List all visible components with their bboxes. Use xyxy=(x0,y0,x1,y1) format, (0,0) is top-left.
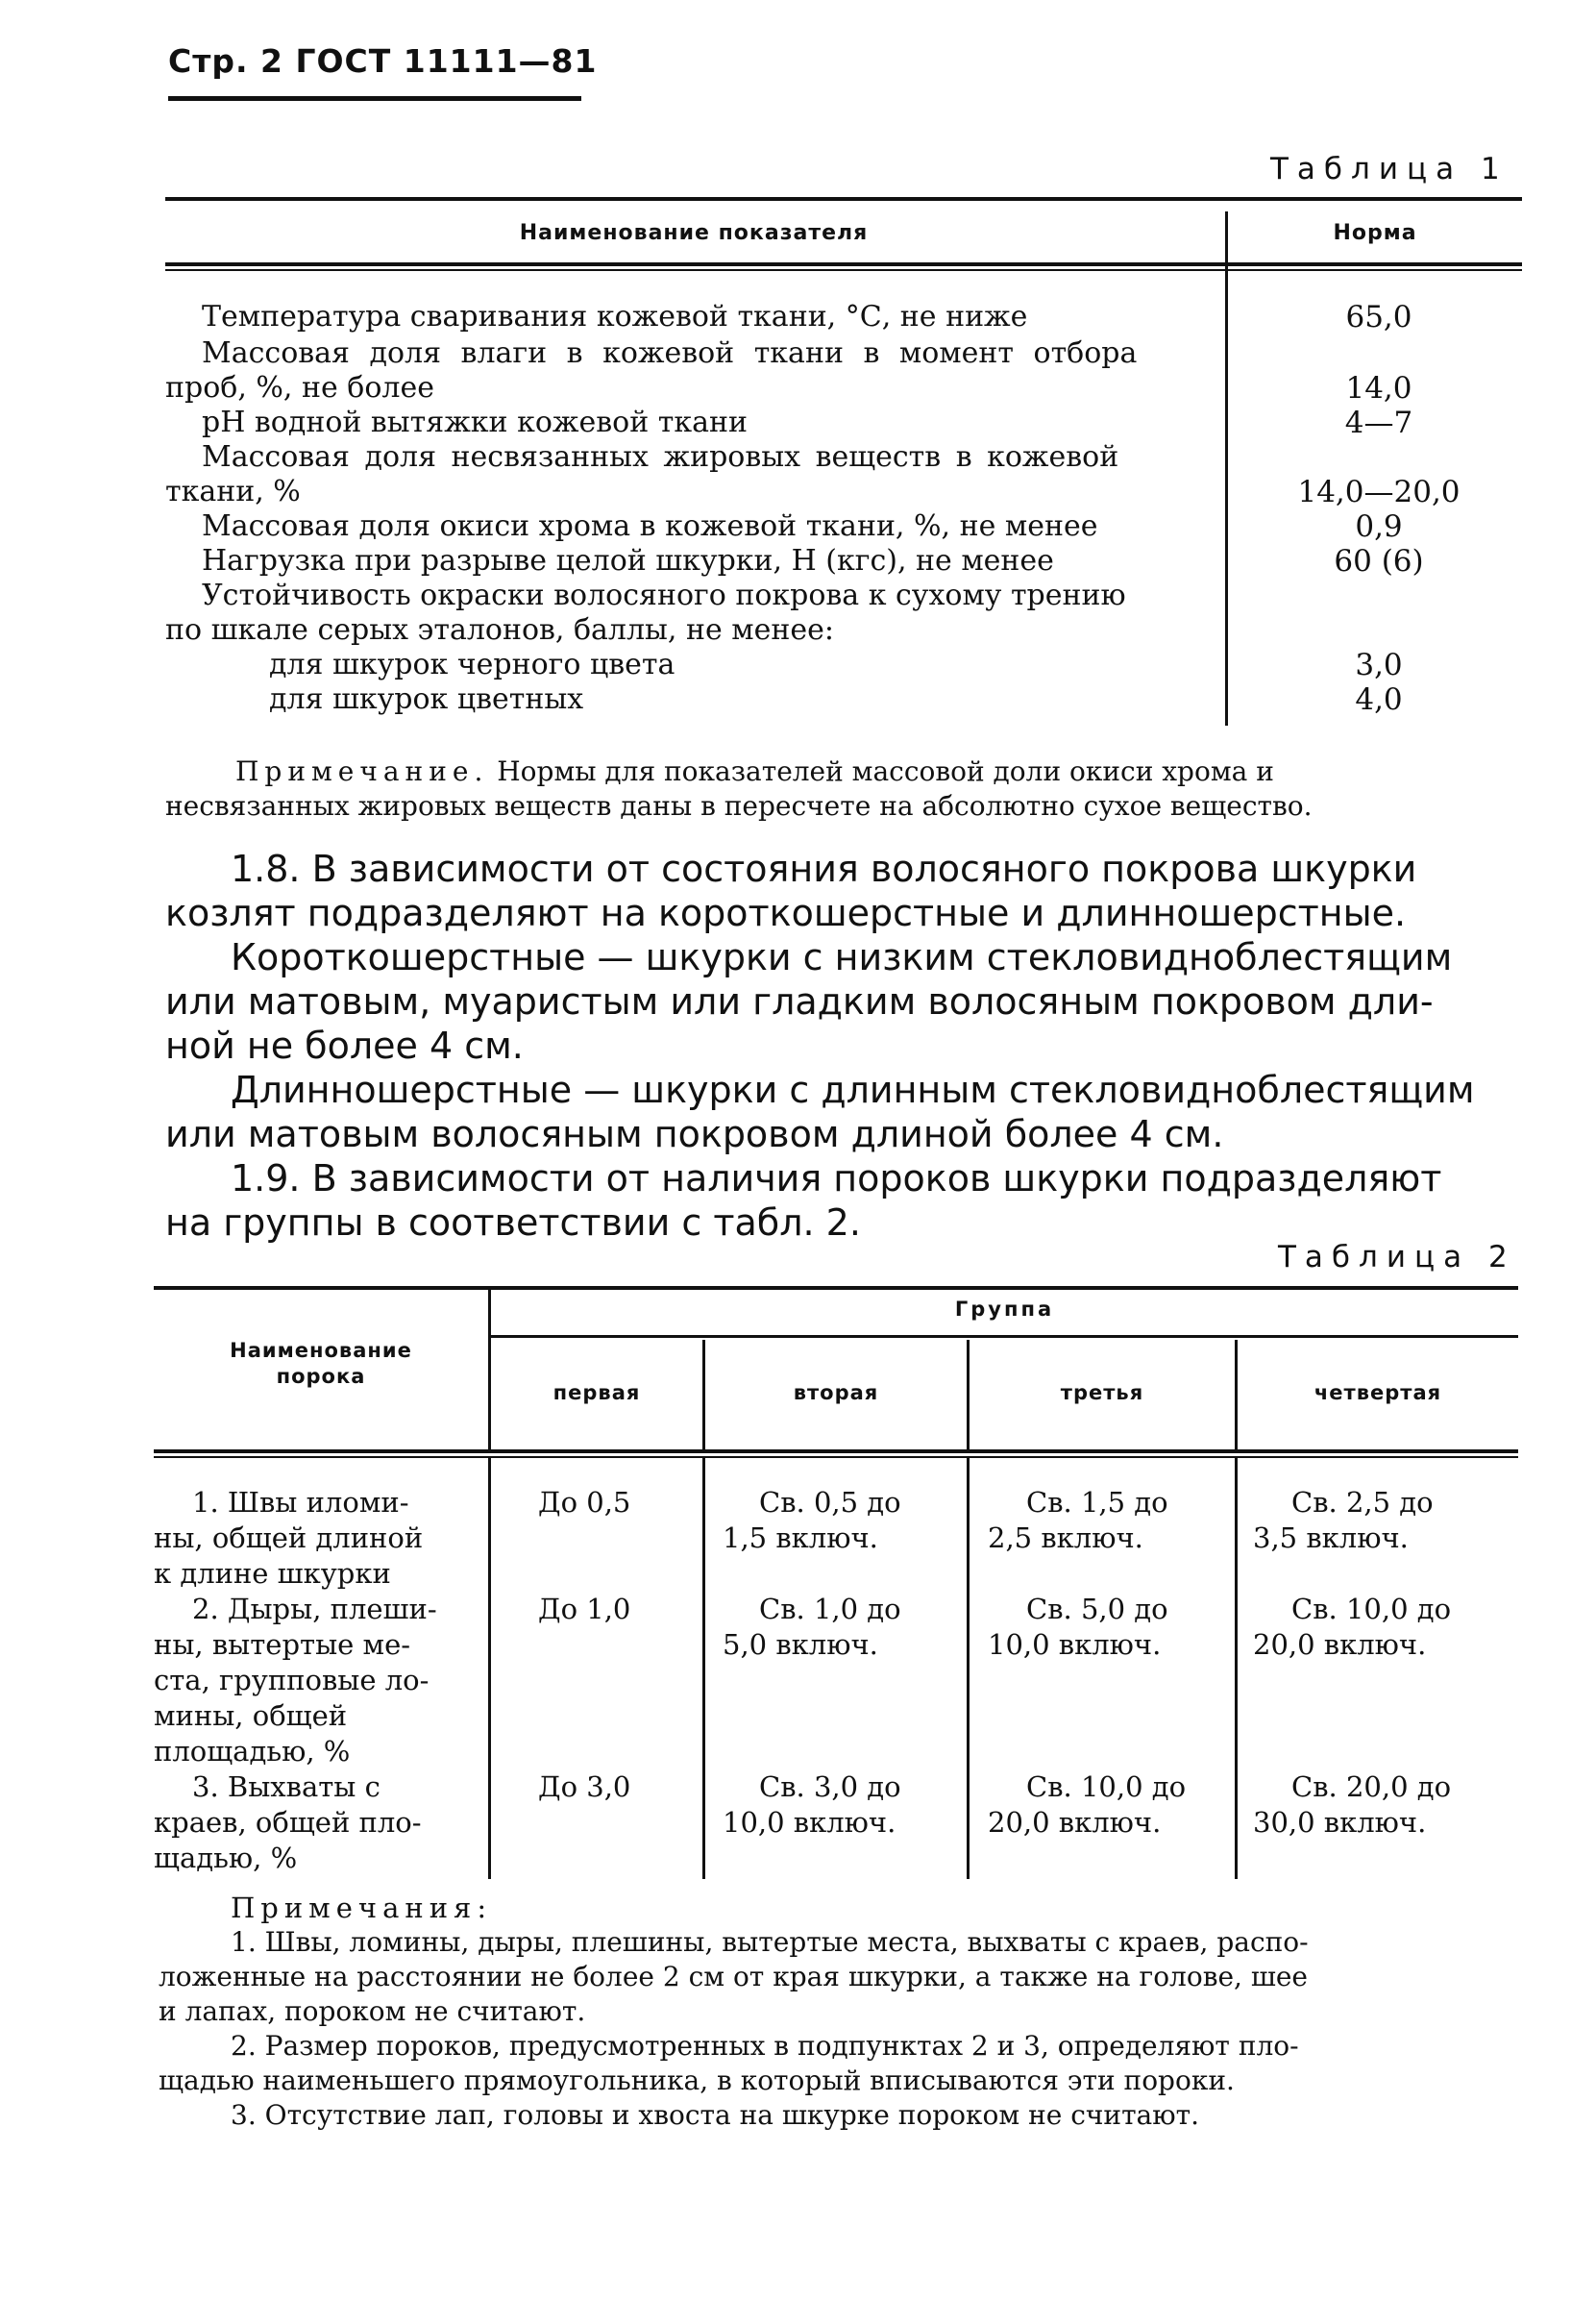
table1-header-rule xyxy=(165,262,1522,266)
table1-value-6: 60 (6) xyxy=(1334,544,1424,579)
para-long-hair: Длинношерстные — шкурки с длинным стекловидноблестящим xyxy=(231,1069,1475,1111)
para-short-hair-end: ной не более 4 см. xyxy=(165,1025,524,1067)
table2-notes-label: Примечания: xyxy=(231,1892,493,1924)
table2-group-4: четвертая xyxy=(1314,1381,1442,1404)
table2-row1-g2-1: Св. 0,5 до xyxy=(759,1486,901,1519)
table1-caption: Таблица 1 xyxy=(1270,152,1509,186)
table2-row2-g4-1: Св. 10,0 до xyxy=(1291,1593,1452,1625)
table1-row-1: Температура сваривания кожевой ткани, °С, не ниже xyxy=(202,300,1028,334)
table2-row1-g4-2: 3,5 включ. xyxy=(1253,1521,1409,1554)
table1-value-5: 0,9 xyxy=(1355,509,1403,544)
header-rule xyxy=(168,96,581,101)
para-1-9-cont: на группы в соответствии с табл. 2. xyxy=(165,1201,861,1244)
table1-column-divider xyxy=(1225,211,1228,726)
table2-row3-g4-1: Св. 20,0 до xyxy=(1291,1770,1452,1803)
table1-row-4: Массовая доля несвязанных жировых веществ в кожевой xyxy=(202,440,1119,474)
table1-note xyxy=(235,755,1274,788)
table2-row2-g1: До 1,0 xyxy=(538,1593,631,1625)
table2-row2-g2-2: 5,0 включ. xyxy=(723,1628,878,1661)
table2-note3: 3. Отсутствие лап, головы и хвоста на шкурке пороком не считают. xyxy=(231,2099,1200,2131)
table2-row3-g3-2: 20,0 включ. xyxy=(988,1806,1162,1839)
table2-row2-g3-1: Св. 5,0 до xyxy=(1026,1593,1168,1625)
table2-row2-name-1: 2. Дыры, плеши- xyxy=(192,1593,437,1625)
table2-body-divider-1 xyxy=(488,1456,491,1879)
table2-row3-g1: До 3,0 xyxy=(538,1770,631,1803)
table2-row1-name-1: 1. Швы иломи- xyxy=(192,1486,409,1519)
table2-row1-name-2: ны, общей длиной xyxy=(154,1521,424,1554)
table2-row1-g1: До 0,5 xyxy=(538,1486,631,1519)
table1-note-cont: несвязанных жировых веществ даны в пересчете на абсолютно сухое вещество. xyxy=(165,790,1313,822)
table2-caption: Таблица 2 xyxy=(1278,1240,1516,1274)
table2-group-rule xyxy=(491,1335,1518,1338)
table1-value-2: 14,0 xyxy=(1345,371,1412,406)
table1-header-rule-2 xyxy=(165,269,1522,271)
table2-row3-g3-1: Св. 10,0 до xyxy=(1026,1770,1187,1803)
table2-header-rule xyxy=(154,1449,1518,1453)
table1-value-4: 14,0—20,0 xyxy=(1297,475,1461,509)
table1-row-4-cont: ткани, % xyxy=(165,475,301,508)
table2-group-2: вторая xyxy=(793,1381,879,1404)
table1-row-6: Нагрузка при разрыве целой шкурки, Н (кгс), не менее xyxy=(202,544,1054,578)
table2-row1-g4-1: Св. 2,5 до xyxy=(1291,1486,1434,1519)
table2-row2-name-5: площадью, % xyxy=(154,1735,351,1768)
table2-row3-name-3: щадью, % xyxy=(154,1842,298,1874)
table2-row2-name-3: ста, групповые ло- xyxy=(154,1664,430,1696)
table1-value-8: 3,0 xyxy=(1355,648,1403,682)
table2-row2-g4-2: 20,0 включ. xyxy=(1253,1628,1427,1661)
table2-col-defect-cont: порока xyxy=(276,1365,366,1388)
table1-col-name: Наименование показателя xyxy=(519,221,869,245)
table2-note2-1: 2. Размер пороков, предусмотренных в подпунктах 2 и 3, определяют пло- xyxy=(231,2030,1299,2062)
table1-top-rule xyxy=(165,197,1522,201)
table1-row-7-cont: по шкале серых эталонов, баллы, не менее: xyxy=(165,613,834,647)
table1-value-3: 4—7 xyxy=(1344,406,1413,440)
table2-header-rule-2 xyxy=(154,1456,1518,1458)
table2-row2-g2-1: Св. 1,0 до xyxy=(759,1593,901,1625)
table2-row3-g4-2: 30,0 включ. xyxy=(1253,1806,1427,1839)
para-1-9: 1.9. В зависимости от наличия пороков шкурки подразделяют xyxy=(231,1157,1442,1199)
table1-note-text: Нормы для показателей массовой доли окиси хрома и xyxy=(497,755,1274,787)
table2-row1-g3-1: Св. 1,5 до xyxy=(1026,1486,1168,1519)
table2-row3-name-1: 3. Выхваты с xyxy=(192,1770,381,1803)
table1-row-5: Массовая доля окиси хрома в кожевой ткани, %, не менее xyxy=(202,509,1098,543)
table2-row2-name-4: мины, общей xyxy=(154,1699,348,1732)
table1-note-label: Примечание. xyxy=(235,755,489,787)
table2-top-rule xyxy=(154,1286,1518,1290)
table1-value-1: 65,0 xyxy=(1345,300,1412,334)
table2-note1-1: 1. Швы, ломины, дыры, плешины, вытертые места, выхваты с краев, распо- xyxy=(231,1926,1309,1958)
table2-body-divider-3 xyxy=(967,1456,970,1879)
para-short-hair-cont: или матовым, муаристым или гладким волосяным покровом дли- xyxy=(165,980,1434,1023)
table1-value-9: 4,0 xyxy=(1355,682,1403,717)
table2-row2-name-2: ны, вытертые ме- xyxy=(154,1628,411,1661)
table2-col-defect: Наименование xyxy=(230,1339,412,1362)
page-header: Стр. 2 ГОСТ 11111—81 xyxy=(168,42,598,80)
para-long-hair-cont: или матовым волосяным покровом длиной более 4 см. xyxy=(165,1113,1224,1155)
table2-row1-g3-2: 2,5 включ. xyxy=(988,1521,1143,1554)
table2-row2-g3-2: 10,0 включ. xyxy=(988,1628,1162,1661)
para-short-hair: Короткошерстные — шкурки с низким стекловидноблестящим xyxy=(231,936,1453,978)
table2-body-divider-4 xyxy=(1235,1456,1238,1879)
table1-row-9: для шкурок цветных xyxy=(269,682,584,716)
table2-row3-g2-1: Св. 3,0 до xyxy=(759,1770,901,1803)
table1-row-3: рН водной вытяжки кожевой ткани xyxy=(202,406,748,439)
table2-row3-name-2: краев, общей пло- xyxy=(154,1806,422,1839)
para-1-8-cont: козлят подразделяют на короткошерстные и длинношерстные. xyxy=(165,892,1407,934)
table2-group-1: первая xyxy=(552,1381,641,1404)
table2-body-divider-2 xyxy=(702,1456,705,1879)
table1-row-2-cont: проб, %, не более xyxy=(165,371,434,405)
table2-col-group: Группа xyxy=(954,1298,1055,1321)
para-1-8: 1.8. В зависимости от состояния волосяного покрова шкурки xyxy=(231,848,1417,890)
table2-note1-3: и лапах, пороком не считают. xyxy=(159,1995,586,2027)
table1-row-8: для шкурок черного цвета xyxy=(269,648,675,681)
table2-row1-name-3: к длине шкурки xyxy=(154,1557,391,1590)
table2-row1-g2-2: 1,5 включ. xyxy=(723,1521,878,1554)
table2-row3-g2-2: 10,0 включ. xyxy=(723,1806,896,1839)
table1-col-norm: Норма xyxy=(1333,221,1417,245)
table1-row-7: Устойчивость окраски волосяного покрова к сухому трению xyxy=(202,579,1126,612)
table1-row-2: Массовая доля влаги в кожевой ткани в момент отбора xyxy=(202,336,1138,370)
table2-note2-2: щадью наименьшего прямоугольника, в который вписываются эти пороки. xyxy=(159,2065,1235,2096)
table2-note1-2: ложенные на расстоянии не более 2 см от края шкурки, а также на голове, шее xyxy=(159,1961,1309,1992)
table2-group-3: третья xyxy=(1060,1381,1144,1404)
